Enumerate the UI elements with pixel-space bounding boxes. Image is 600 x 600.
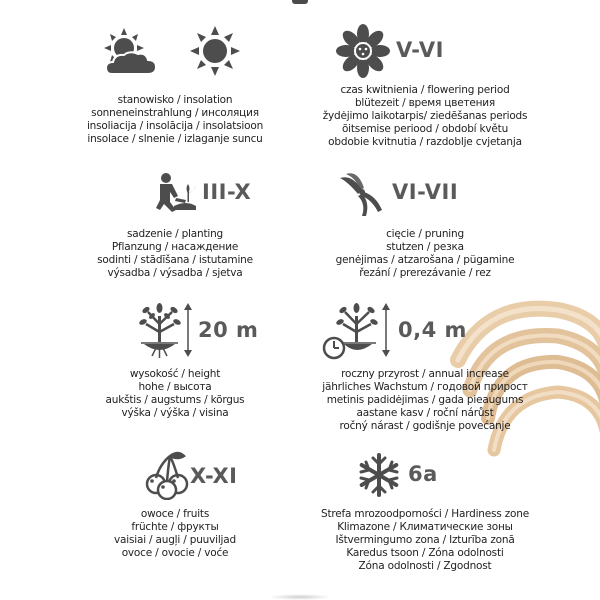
annual-increase-value: 0,4 m <box>398 318 467 342</box>
caption-line: aukštis / augstums / kõrgus <box>105 394 245 406</box>
caption-line: žydėjimo laikotarpis/ ziedēšanas periods <box>322 110 528 122</box>
caption-line: Zóna odolnosti / Zgodnost <box>358 560 492 572</box>
caption-line: řezání / prerezávanie / rez <box>359 267 491 279</box>
planting-caption <box>50 228 300 280</box>
height-value: 20 m <box>198 318 259 342</box>
pruning-caption <box>300 228 550 280</box>
pruning-value: VI-VII <box>392 180 459 204</box>
caption-line: Klimazone / Климатические зоны <box>337 521 513 533</box>
flowering-cell <box>300 20 550 160</box>
hardiness-value: 6a <box>408 462 438 486</box>
caption-line: hohe / высота <box>138 381 212 393</box>
caption-line: vaisiai / augļi / puuviljad <box>114 534 236 546</box>
snowflake-icon <box>356 452 402 498</box>
caption-line: stutzen / резка <box>386 241 464 253</box>
caption-line: stanowisko / insolation <box>117 94 233 106</box>
caption-line: výška / výška / visina <box>121 407 229 419</box>
sun-icon <box>188 24 242 78</box>
insolation-icons <box>50 20 300 90</box>
fruits-caption <box>50 508 300 560</box>
annual-increase-caption <box>300 368 550 433</box>
flowering-icons <box>300 20 550 90</box>
caption-line: genėjimas / atzarošana / pügamine <box>335 254 515 266</box>
height-icons <box>50 298 300 368</box>
pruning-cell <box>300 168 550 288</box>
caption-line: roczny przyrost / annual increase <box>341 368 509 380</box>
planting-value: III-X <box>202 180 252 204</box>
caption-line: jährliches Wachstum / годовой прирост <box>322 381 528 393</box>
hardiness-cell <box>300 448 550 588</box>
insolation-caption <box>50 94 300 146</box>
clock-tree-growth-icon <box>322 302 392 360</box>
caption-line: sonneneinstrahlung / инсоляция <box>91 107 259 119</box>
caption-line: cięcie / pruning <box>386 228 464 240</box>
gardener-planting-icon <box>152 170 198 216</box>
caption-line: wysokość / height <box>129 368 221 380</box>
height-cell <box>50 298 300 438</box>
flowering-value: V-VI <box>396 38 444 62</box>
caption-line: czas kwitnienia / flowering period <box>340 84 510 96</box>
caption-line: insolace / slnenie / izlaganje suncu <box>87 133 263 145</box>
caption-line: sadzenie / planting <box>126 228 223 240</box>
height-caption <box>50 368 300 420</box>
insolation-cell <box>50 20 300 160</box>
caption-line: Ištvermingumo zona / Izturība zonā <box>335 534 515 546</box>
caption-line: výsadba / výsadba / sjetva <box>107 267 243 279</box>
fruits-cell <box>50 448 300 588</box>
caption-line: aastane kasv / roční nárůst <box>356 407 494 419</box>
caption-line: metinis padidėjimas / gada pieaugums <box>326 394 524 406</box>
caption-line: insoliacija / insolācija / insolatsioon <box>86 120 264 132</box>
caption-line: owoce / fruits <box>140 508 210 520</box>
annual-increase-icons <box>300 298 550 368</box>
bottom-edge-mark <box>268 594 332 600</box>
caption-line: ovoce / ovocie / voće <box>121 547 229 559</box>
cherries-icon <box>144 450 190 500</box>
caption-line: früchte / фрукты <box>131 521 219 533</box>
caption-line: blütezeit / время цветения <box>354 97 496 109</box>
caption-line: õitsemise periood / období květu <box>341 123 509 135</box>
top-edge-mark <box>292 0 308 4</box>
hardiness-caption <box>300 508 550 573</box>
caption-line: Pflanzung / насаждение <box>111 241 239 253</box>
fruits-value: X-XI <box>190 464 238 488</box>
caption-line: Strefa mrozoodporności / Hardiness zone <box>321 508 529 520</box>
caption-line: obdobie kvitnutia / razdoblje cvjetanja <box>328 136 522 148</box>
pruning-shears-icon <box>336 172 386 218</box>
flower-icon <box>336 24 390 78</box>
caption-line: Karedus tsoon / Zóna odolnosti <box>346 547 504 559</box>
sun-behind-cloud-icon <box>98 24 160 78</box>
caption-line: sodinti / stādīšana / istutamine <box>97 254 253 266</box>
caption-line: ročný nárast / godišnje povećanje <box>339 420 511 432</box>
tree-height-icon <box>138 302 194 360</box>
annual-increase-cell <box>300 298 550 438</box>
flowering-caption <box>300 84 550 149</box>
planting-cell <box>50 168 300 288</box>
